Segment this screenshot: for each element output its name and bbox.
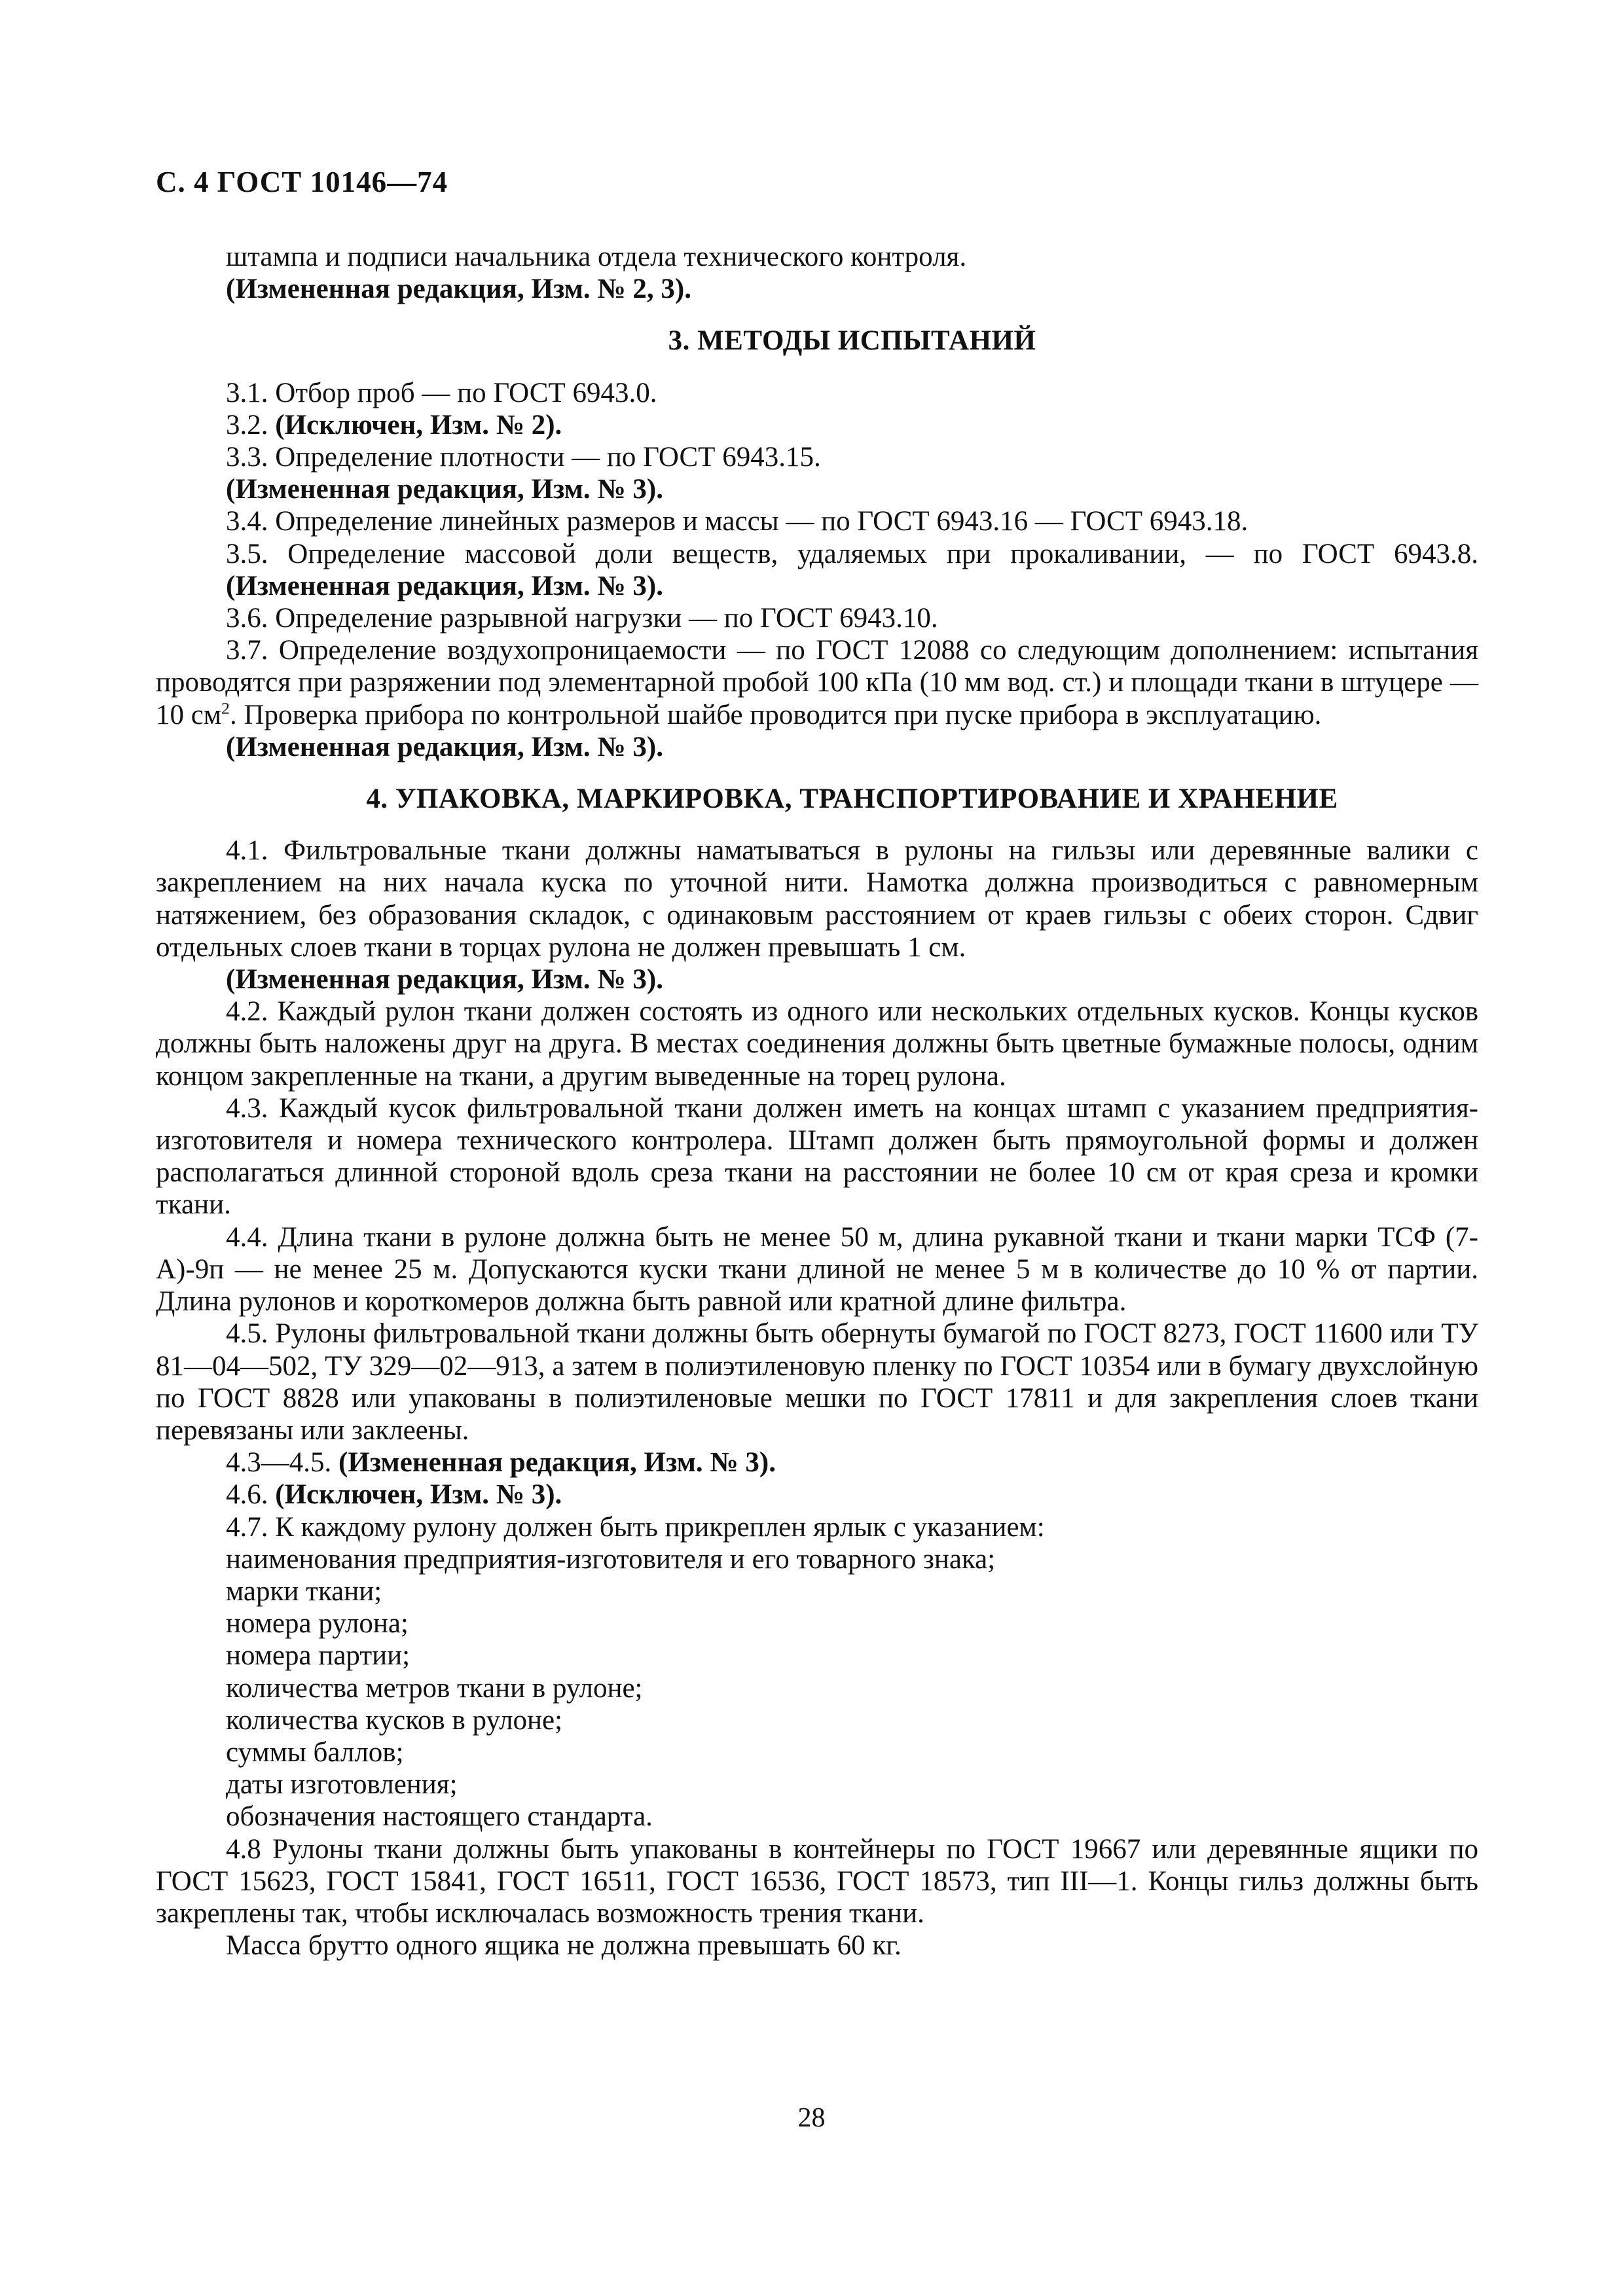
amendment-note: (Измененная редакция, Изм. № 3). <box>226 731 663 762</box>
clause-number: 3.2. <box>226 409 276 440</box>
label-item: даты изготовления; <box>226 1769 458 1801</box>
label-item: количества метров ткани в рулоне; <box>226 1672 643 1704</box>
mass-note: Масса брутто одного ящика не должна превышать 60 кг. <box>226 1930 902 1962</box>
section-3-title: 3. МЕТОДЫ ИСПЫТАНИЙ <box>668 325 1036 357</box>
clause-4-6 <box>156 1479 1478 1511</box>
clause-4-2: 4.2. Каждый рулон ткани должен состоять из одного или нескольких отдельных кусков. Концы кусков должны быть наложены друг на друга. В местах соединения должны быть цветные бумажные полосы, одним концом закрепленные на ткани, а другим выведенные на торец рулона. <box>156 996 1478 1092</box>
clause-4-1: 4.1. Фильтровальные ткани должны наматываться в рулоны на гильзы или деревянные валики с закреплением на них начала куска по уточной нити. Намотка должна производиться с равномерным натяжением, без образования складок, с одинаковым расстоянием от краев гильзы с обеих сторон. Сдвиг отдельных слоев ткани в торцах рулона не должен превышать 1 см. <box>156 835 1478 963</box>
label-item: марки ткани; <box>226 1575 382 1607</box>
clause-4-3-4-5 <box>156 1446 1478 1479</box>
clause-3-7 <box>156 634 1478 731</box>
clause-4-8: 4.8 Рулоны ткани должны быть упакованы в контейнеры по ГОСТ 19667 или деревянные ящики по ГОСТ 15623, ГОСТ 15841, ГОСТ 16511, ГОСТ 16536, ГОСТ 18573, тип III—1. Концы гильз должны быть закреплены так, чтобы исключалась возможность трения ткани. <box>156 1833 1478 1929</box>
label-item: номера партии; <box>226 1640 410 1672</box>
label-item: обозначения настоящего стандарта. <box>226 1801 653 1833</box>
paragraph-continuation: штампа и подписи начальника отдела технического контроля. <box>226 242 967 272</box>
clause-3-2 <box>156 409 1478 441</box>
section-4-title: 4. УПАКОВКА, МАРКИРОВКА, ТРАНСПОРТИРОВАНИЕ И ХРАНЕНИЕ <box>366 783 1338 815</box>
clause-3-1: 3.1. Отбор проб — по ГОСТ 6943.0. <box>226 377 657 408</box>
clause-3-6: 3.6. Определение разрывной нагрузки — по ГОСТ 6943.10. <box>226 603 938 634</box>
clause-4-5: 4.5. Рулоны фильтровальной ткани должны быть обернуты бумагой по ГОСТ 8273, ГОСТ 11600 или ТУ 81—04—502, ТУ 329—02—913, а затем в полиэтиленовую пленку по ГОСТ 10354 или в бумагу двухслойную по ГОСТ 8828 или упакованы в полиэтиленовые мешки по ГОСТ 17811 и для закрепления слоев ткани перевязаны или заклеены. <box>156 1318 1478 1446</box>
page-header: С. 4 ГОСТ 10146—74 <box>156 166 448 198</box>
page-number: 28 <box>797 2103 826 2133</box>
amendment-note: (Измененная редакция, Изм. № 3). <box>226 570 663 601</box>
document-body <box>156 241 1478 1962</box>
clause-3-3: 3.3. Определение плотности — по ГОСТ 6943.15. <box>226 442 821 473</box>
label-item: количества кусков в рулоне; <box>226 1704 563 1736</box>
clause-text: . Проверка прибора по контрольной шайбе проводится при пуске прибора в эксплуатацию. <box>229 699 1322 730</box>
label-item: номера рулона; <box>226 1608 409 1640</box>
amendment-note: (Измененная редакция, Изм. № 2, 3). <box>226 274 691 305</box>
clause-text: 3.7. Определение воздухопроницаемости — по ГОСТ 12088 со следующим дополнением: испытания проводятся при разряжении под элементарной пробой 100 кПа (10 мм вод. ст.) и площади ткани в штуцере — 10 см <box>156 635 1478 730</box>
clause-number: 4.6. <box>226 1479 276 1511</box>
amendment-note: (Измененная редакция, Изм. № 3). <box>226 474 663 505</box>
clause-4-3: 4.3. Каждый кусок фильтровальной ткани должен иметь на концах штамп с указанием предприятия-изготовителя и номера технического контролера. Штамп должен быть прямоугольной формы и должен располагаться длинной стороной вдоль среза ткани на расстоянии не более 10 см от края среза и кромки ткани. <box>156 1092 1478 1221</box>
clause-number: 4.3—4.5. <box>226 1447 338 1479</box>
clause-3-4: 3.4. Определение линейных размеров и массы — по ГОСТ 6943.16 — ГОСТ 6943.18. <box>226 506 1249 537</box>
clause-4-7: 4.7. К каждому рулону должен быть прикреплен ярлык с указанием: <box>226 1511 1045 1543</box>
label-item: наименования предприятия-изготовителя и его товарного знака; <box>226 1543 996 1575</box>
label-item: суммы баллов; <box>226 1736 404 1768</box>
clause-3-5: 3.5. Определение массовой доли веществ, удаляемых при прокаливании, — по ГОСТ 6943.8. <box>226 538 1478 569</box>
amendment-note: (Измененная редакция, Изм. № 3). <box>226 964 663 996</box>
superscript: 2 <box>221 698 230 718</box>
exclusion-note: (Исключен, Изм. № 2). <box>275 409 562 440</box>
exclusion-note: (Исключен, Изм. № 3). <box>275 1479 562 1511</box>
clause-4-4: 4.4. Длина ткани в рулоне должна быть не менее 50 м, длина рукавной ткани и ткани марки ТСФ (7-А)-9п — не менее 25 м. Допускаются куски ткани длиной не менее 5 м в количестве до 10 % от партии. Длина рулонов и короткомеров должна быть равной или кратной длине фильтра. <box>156 1221 1478 1318</box>
amendment-note: (Измененная редакция, Изм. № 3). <box>338 1447 776 1479</box>
